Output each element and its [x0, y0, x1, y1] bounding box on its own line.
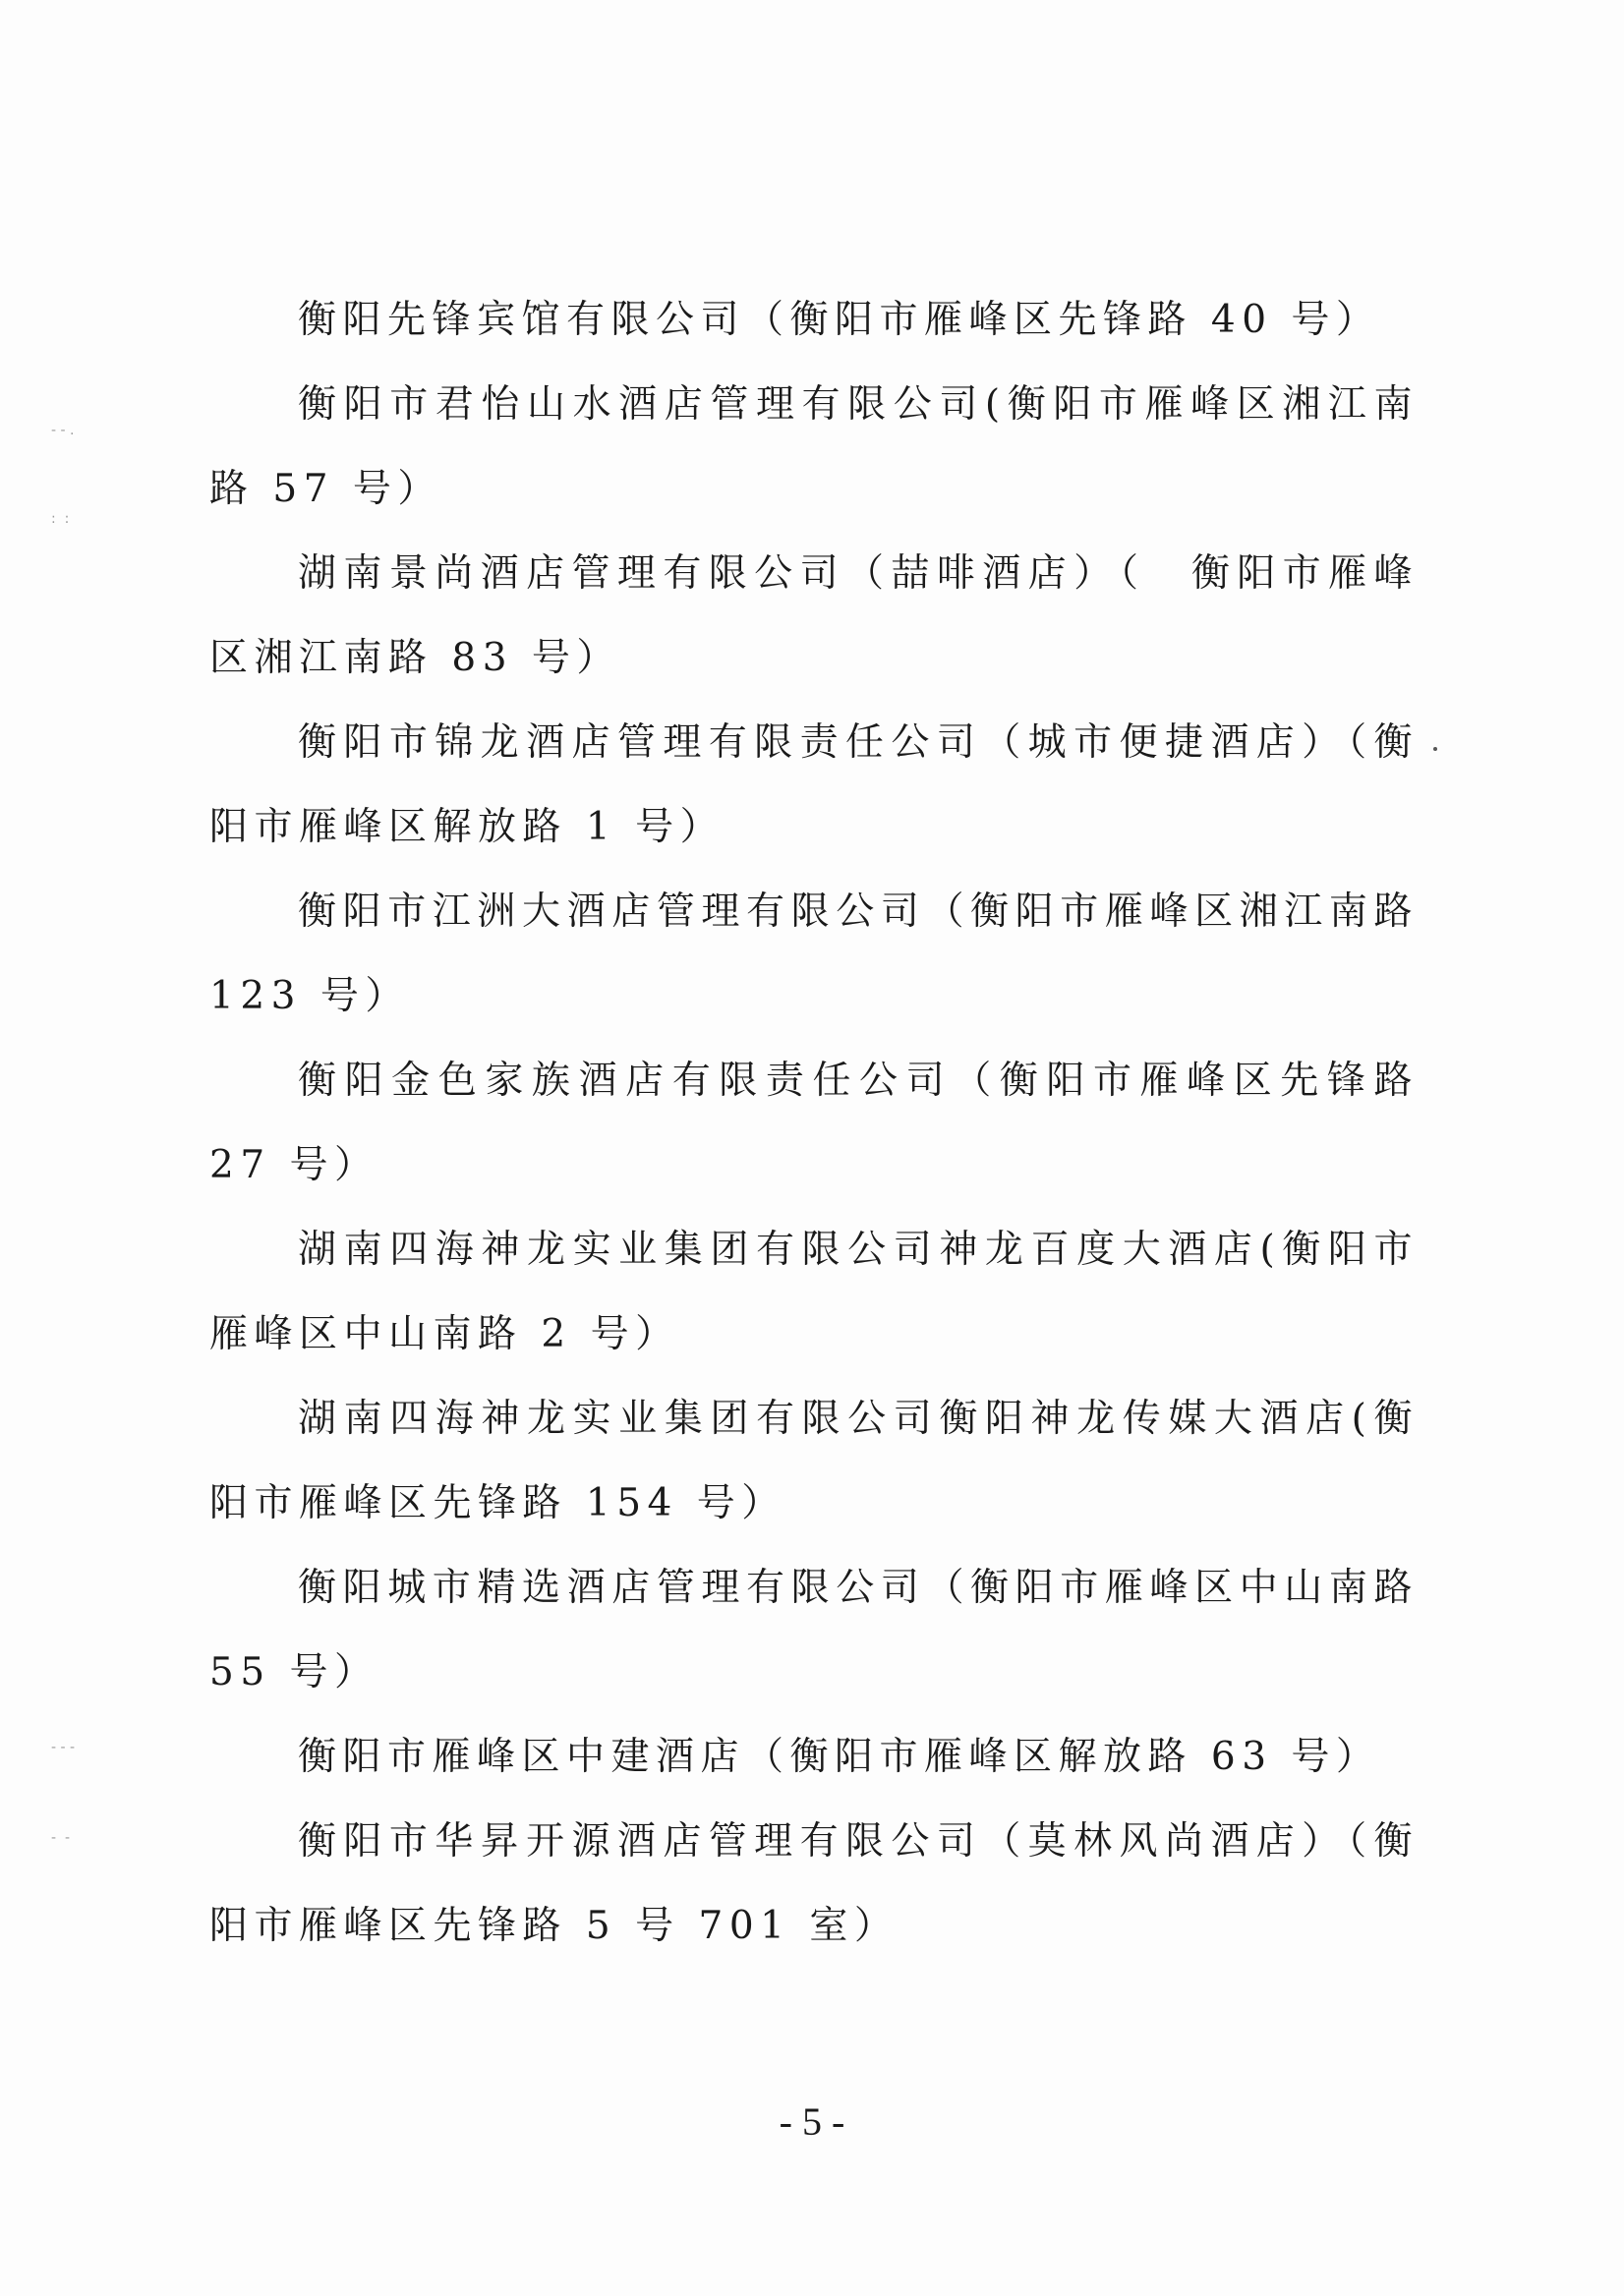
list-item: 衡阳先锋宾馆有限公司（衡阳市雁峰区先锋路 40 号）	[298, 298, 1381, 342]
list-item: 衡阳市江洲大酒店管理有限公司（衡阳市雁峰区湘江南路 123 号）	[209, 890, 1419, 1018]
list-item: 湖南景尚酒店管理有限公司（喆啡酒店）（ 衡阳市雁峰区湘江南路 83 号）	[209, 551, 1419, 680]
scan-mark: - - .	[51, 423, 75, 438]
page-number: - 5 -	[779, 2099, 845, 2144]
list-item: 衡阳市锦龙酒店管理有限责任公司（城市便捷酒店）（衡阳市雁峰区解放路 1 号）	[209, 720, 1419, 849]
list-item: 湖南四海神龙实业集团有限公司衡阳神龙传媒大酒店(衡阳市雁峰区先锋路 154 号）	[209, 1397, 1419, 1525]
scan-dot	[1433, 747, 1437, 751]
list-item: 衡阳市华昇开源酒店管理有限公司（莫林风尚酒店）（衡阳市雁峰区先锋路 5 号 701 室）	[209, 1819, 1419, 1948]
list-item: 衡阳市雁峰区中建酒店（衡阳市雁峰区解放路 63 号）	[298, 1735, 1381, 1779]
entry-list	[209, 278, 1419, 1969]
scan-mark: - - -	[51, 1740, 76, 1755]
scan-mark: : :	[51, 511, 70, 527]
list-item: 衡阳市君怡山水酒店管理有限公司(衡阳市雁峰区湘江南路 57 号）	[209, 382, 1419, 511]
scan-mark: - -	[51, 1830, 71, 1846]
list-item: 衡阳城市精选酒店管理有限公司（衡阳市雁峰区中山南路 55 号）	[209, 1566, 1419, 1694]
list-item: 湖南四海神龙实业集团有限公司神龙百度大酒店(衡阳市雁峰区中山南路 2 号）	[209, 1228, 1419, 1356]
list-item: 衡阳金色家族酒店有限责任公司（衡阳市雁峰区先锋路 27 号）	[209, 1059, 1419, 1187]
